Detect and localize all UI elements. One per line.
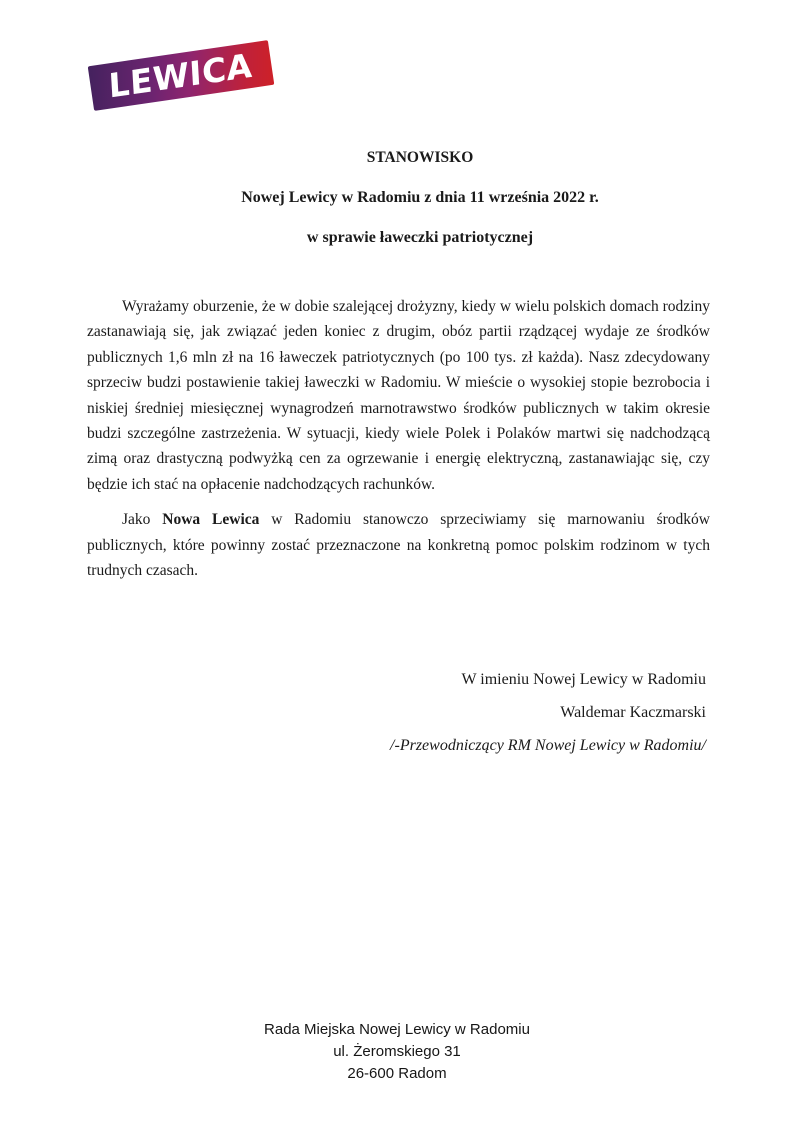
paragraph-1: Wyrażamy oburzenie, że w dobie szalejącej drożyzny, kiedy w wielu polskich domach rodziny zastanawiają się, jak związać jeden koniec z drugim, obóz partii rządzącej wydaje ze środków publicznych 1,6 mln zł na 16 ławeczek patriotycznych (po 100 tys. zł każda). Nasz zdecydowany sprzeciw budzi postawienie takiej ławeczki w Radomiu. W mieście o wysokiej stopie bezrobocia i niskiej średniej miesięcznej wynagrodzeń marnotrawstwo środków publicznych w takim okresie budzi szczególne zastrzeżenia. W sytuacji, kiedy wiele Polek i Polaków martwi się nadchodzącą zimą oraz drastyczną podwyżką cen za ogrzewanie i energię elektryczną, zastanawiając się, czy będzie ich stać na opłacenie nadchodzących rachunków. xyxy=(87,298,710,493)
document-subtitle-date: Nowej Lewicy w Radomiu z dnia 11 września 2022 r. xyxy=(241,189,599,206)
signature-on-behalf: W imieniu Nowej Lewicy w Radomiu xyxy=(461,671,706,688)
paragraph-2 xyxy=(87,507,710,583)
footer-street: ul. Żeromskiego 31 xyxy=(333,1043,461,1060)
paragraph-2-suffix: w Radomiu stanowczo sprzeciwiamy się marnowaniu środków publicznych, które powinny zostać przeznaczone na konkretną pomoc polskim rodzinom w tych trudnych czasach. xyxy=(87,511,710,580)
lewica-logo xyxy=(88,40,275,111)
paragraph-2-prefix: Jako xyxy=(122,511,163,529)
signature-name: Waldemar Kaczmarski xyxy=(560,704,706,721)
paragraph-2-bold-party-name: Nowa Lewica xyxy=(162,511,260,529)
document-body xyxy=(87,294,710,593)
document-subtitle-subject: w sprawie ławeczki patriotycznej xyxy=(306,229,534,246)
footer-address xyxy=(0,1019,794,1085)
lewica-logo-text: LEWICA xyxy=(108,45,254,106)
signature-role: /-Przewodniczący RM Nowej Lewicy w Radomiu/ xyxy=(390,737,706,754)
footer-organization: Rada Miejska Nowej Lewicy w Radomiu xyxy=(264,1021,530,1038)
signature-block xyxy=(390,663,706,762)
document-title: STANOWISKO xyxy=(366,149,474,166)
footer-city: 26-600 Radom xyxy=(347,1065,447,1082)
